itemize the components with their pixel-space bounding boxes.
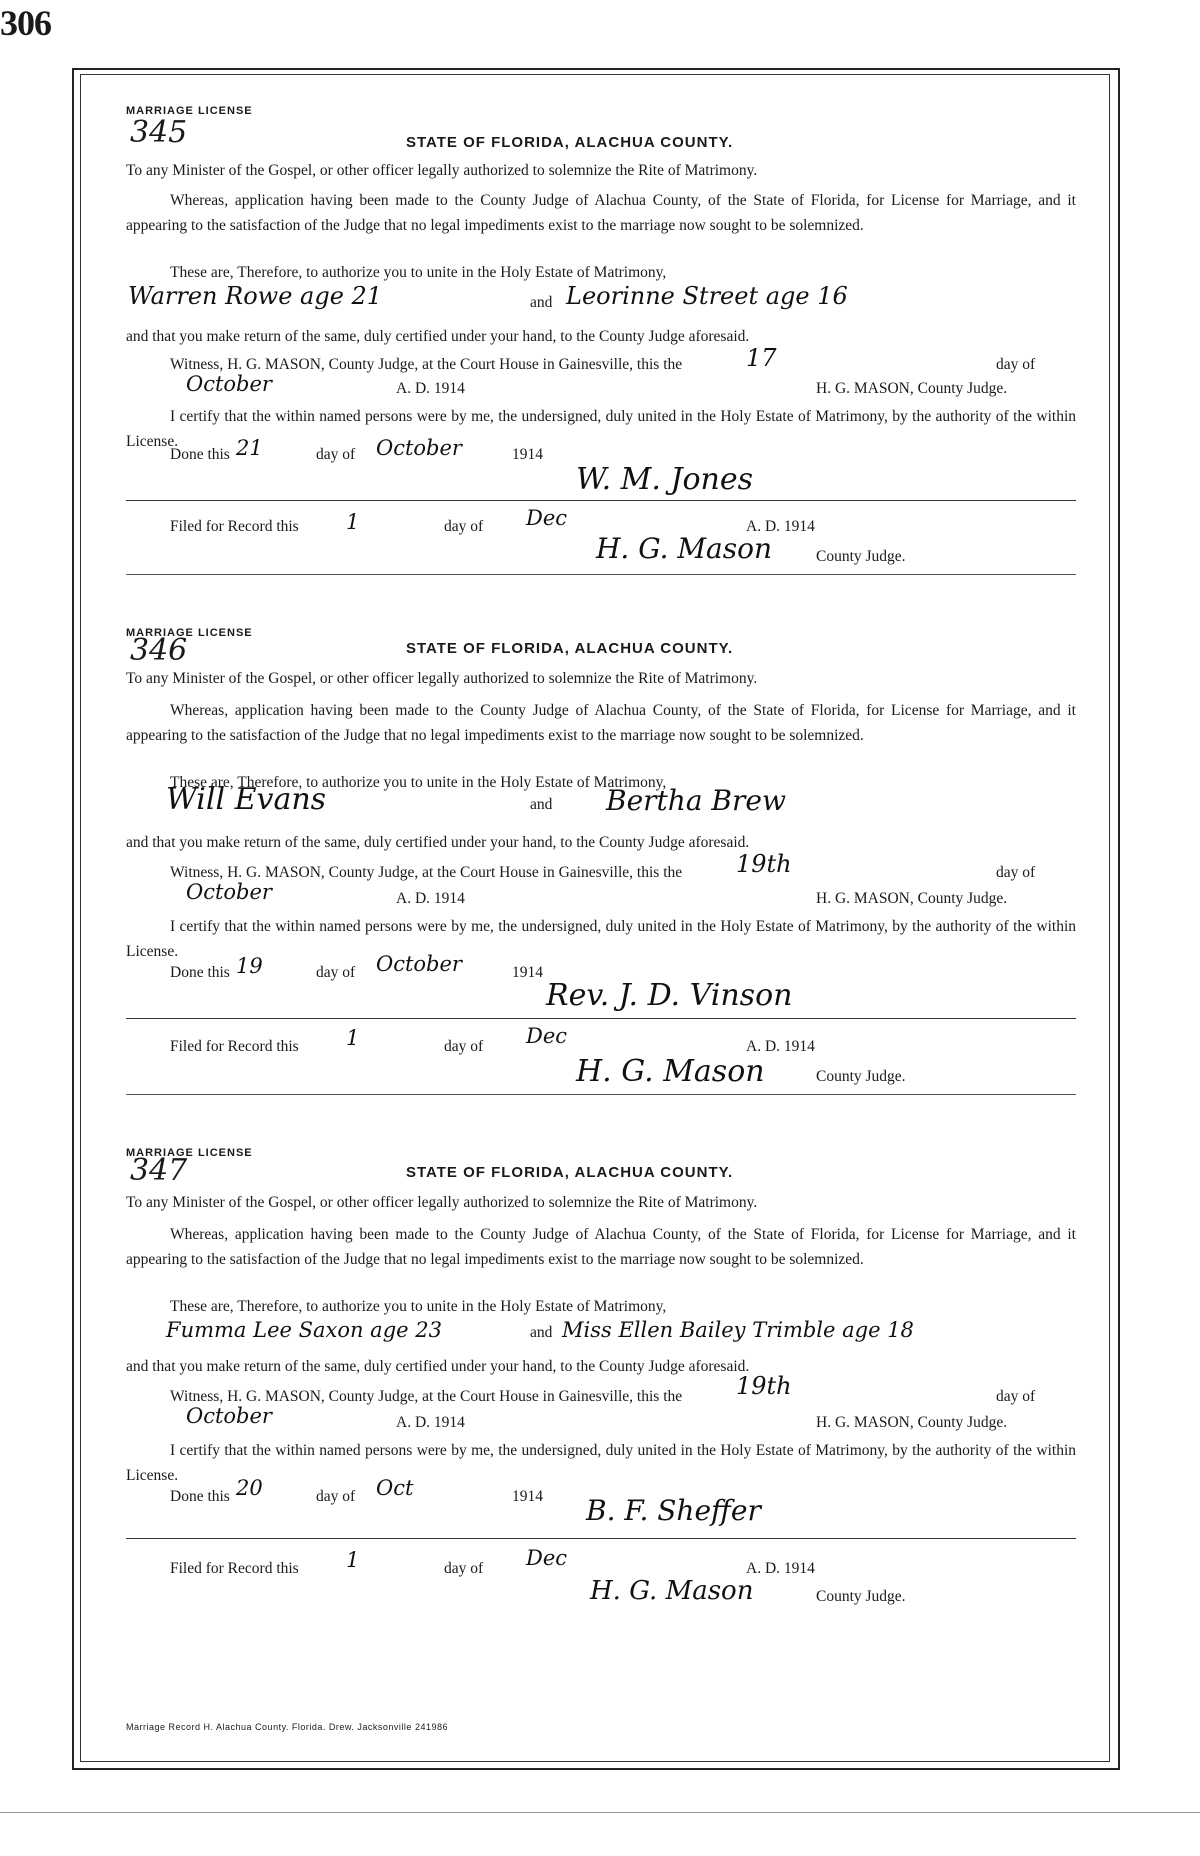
whereas-paragraph: Whereas, application having been made to the County Judge of Alachua County, of the State of Florida, for License for Marriage, and it appearing to the satisfaction of the Judge that no legal impediments exist to the marriage now sought to be solemnized.: [126, 1226, 1076, 1268]
certify-paragraph: I certify that the within named persons were by me, the undersigned, duly united in the Holy Estate of Matrimony, by the authority of the within License.: [126, 1442, 1076, 1484]
filed-label: Filed for Record this: [170, 1038, 299, 1055]
license-346: [126, 622, 1076, 1152]
and-word: and: [530, 294, 553, 311]
done-day: 21: [236, 436, 263, 460]
separator: [126, 500, 1076, 501]
witness-day: 19th: [736, 1372, 792, 1400]
witness-month: October: [186, 1404, 272, 1428]
filed-day-of: day of: [444, 1560, 484, 1577]
county-judge-label: County Judge.: [816, 1068, 906, 1085]
witness-line: Witness, H. G. MASON, County Judge, at the Court House in Gainesville, this the: [170, 1388, 683, 1405]
witness-day: 19th: [736, 850, 792, 878]
ad-year: A. D. 1914: [396, 380, 465, 397]
license-label: MARRIAGE LICENSE: [126, 1147, 253, 1159]
judge-line: H. G. MASON, County Judge.: [816, 890, 1008, 907]
done-month: October: [376, 952, 462, 976]
whereas-paragraph: Whereas, application having been made to the County Judge of Alachua County, of the State of Florida, for License for Marriage, and it appearing to the satisfaction of the Judge that no legal impediments exist to the marriage now sought to be solemnized.: [126, 192, 1076, 234]
filed-ad: A. D. 1914: [746, 518, 815, 535]
done-day: 19: [236, 954, 263, 978]
filed-label: Filed for Record this: [170, 518, 299, 535]
page-edge: [0, 1812, 1200, 1813]
filed-month: Dec: [526, 1024, 568, 1048]
judge-line: H. G. MASON, County Judge.: [816, 380, 1008, 397]
done-day: 20: [236, 1476, 263, 1500]
filed-day-of: day of: [444, 518, 484, 535]
day-of-label: day of: [996, 864, 1036, 881]
bride-name: Miss Ellen Bailey Trimble age 18: [562, 1318, 914, 1342]
separator-double: [126, 574, 1076, 575]
day-of-label: day of: [996, 356, 1036, 373]
address-line: To any Minister of the Gospel, or other officer legally authorized to solemnize the Rite of Matrimony.: [126, 162, 758, 179]
license-label: MARRIAGE LICENSE: [126, 627, 253, 639]
certify-paragraph: I certify that the within named persons were by me, the undersigned, duly united in the Holy Estate of Matrimony, by the authority of the within License.: [126, 918, 1076, 960]
state-heading: STATE OF FLORIDA, ALACHUA COUNTY.: [406, 640, 734, 657]
judge-line: H. G. MASON, County Judge.: [816, 1414, 1008, 1431]
state-heading: STATE OF FLORIDA, ALACHUA COUNTY.: [406, 1164, 734, 1181]
done-label: Done this: [170, 1488, 230, 1505]
license-number: 346: [130, 633, 188, 668]
done-day-of: day of: [316, 1488, 356, 1505]
witness-line: Witness, H. G. MASON, County Judge, at the Court House in Gainesville, this the: [170, 356, 683, 373]
certify-paragraph: I certify that the within named persons were by me, the undersigned, duly united in the Holy Estate of Matrimony, by the authority of the within License.: [126, 408, 1076, 450]
license-number: 347: [130, 1153, 188, 1188]
filed-month: Dec: [526, 506, 568, 530]
witness-month: October: [186, 372, 272, 396]
county-judge-label: County Judge.: [816, 1588, 906, 1605]
groom-name: Fumma Lee Saxon age 23: [166, 1318, 442, 1342]
filed-day: 1: [346, 510, 360, 534]
whereas-paragraph: Whereas, application having been made to the County Judge of Alachua County, of the State of Florida, for License for Marriage, and it appearing to the satisfaction of the Judge that no legal impediments exist to the marriage now sought to be solemnized.: [126, 702, 1076, 744]
officiant-signature: Rev. J. D. Vinson: [546, 978, 793, 1013]
and-word: and: [530, 796, 553, 813]
filed-day: 1: [346, 1026, 360, 1050]
done-label: Done this: [170, 964, 230, 981]
witness-day: 17: [746, 344, 777, 372]
separator: [126, 1538, 1076, 1539]
witness-month: October: [186, 880, 272, 904]
license-347: [126, 1142, 1076, 1702]
judge-signature: H. G. Mason: [596, 532, 773, 565]
groom-name: Will Evans: [166, 782, 327, 817]
groom-name: Warren Rowe age 21: [128, 282, 383, 310]
done-year: 1914: [512, 1488, 543, 1505]
ad-year: A. D. 1914: [396, 890, 465, 907]
done-day-of: day of: [316, 964, 356, 981]
judge-signature: H. G. Mason: [576, 1054, 765, 1089]
officiant-signature: W. M. Jones: [576, 462, 754, 497]
these-are-line: These are, Therefore, to authorize you to unite in the Holy Estate of Matrimony,: [170, 264, 667, 281]
license-label: MARRIAGE LICENSE: [126, 105, 253, 117]
witness-line: Witness, H. G. MASON, County Judge, at the Court House in Gainesville, this the: [170, 864, 683, 881]
ad-year: A. D. 1914: [396, 1414, 465, 1431]
return-line: and that you make return of the same, duly certified under your hand, to the County Judge aforesaid.: [126, 834, 750, 851]
return-line: and that you make return of the same, duly certified under your hand, to the County Judge aforesaid.: [126, 328, 750, 345]
filed-ad: A. D. 1914: [746, 1038, 815, 1055]
done-month: Oct: [376, 1476, 414, 1500]
done-year: 1914: [512, 964, 543, 981]
filed-ad: A. D. 1914: [746, 1560, 815, 1577]
day-of-label: day of: [996, 1388, 1036, 1405]
done-label: Done this: [170, 446, 230, 463]
bride-name: Bertha Brew: [606, 784, 786, 817]
officiant-signature: B. F. Sheffer: [586, 1494, 761, 1527]
filed-month: Dec: [526, 1546, 568, 1570]
address-line: To any Minister of the Gospel, or other officer legally authorized to solemnize the Rite of Matrimony.: [126, 1194, 758, 1211]
and-word: and: [530, 1324, 553, 1341]
separator: [126, 1018, 1076, 1019]
license-345: [126, 100, 1076, 630]
filed-day: 1: [346, 1548, 360, 1572]
these-are-line: These are, Therefore, to authorize you to unite in the Holy Estate of Matrimony,: [170, 774, 667, 791]
page-number: 306: [0, 3, 51, 43]
county-judge-label: County Judge.: [816, 548, 906, 565]
license-number: 345: [130, 115, 188, 150]
filed-day-of: day of: [444, 1038, 484, 1055]
done-month: October: [376, 436, 462, 460]
these-are-line: These are, Therefore, to authorize you to unite in the Holy Estate of Matrimony,: [170, 1298, 667, 1315]
footer-imprint: Marriage Record H. Alachua County. Florida. Drew. Jacksonville 241986: [126, 1722, 448, 1732]
state-heading: STATE OF FLORIDA, ALACHUA COUNTY.: [406, 134, 734, 151]
address-line: To any Minister of the Gospel, or other officer legally authorized to solemnize the Rite of Matrimony.: [126, 670, 758, 687]
done-year: 1914: [512, 446, 543, 463]
judge-signature: H. G. Mason: [590, 1576, 754, 1606]
filed-label: Filed for Record this: [170, 1560, 299, 1577]
return-line: and that you make return of the same, duly certified under your hand, to the County Judge aforesaid.: [126, 1358, 750, 1375]
separator-double: [126, 1094, 1076, 1095]
done-day-of: day of: [316, 446, 356, 463]
bride-name: Leorinne Street age 16: [566, 282, 848, 310]
